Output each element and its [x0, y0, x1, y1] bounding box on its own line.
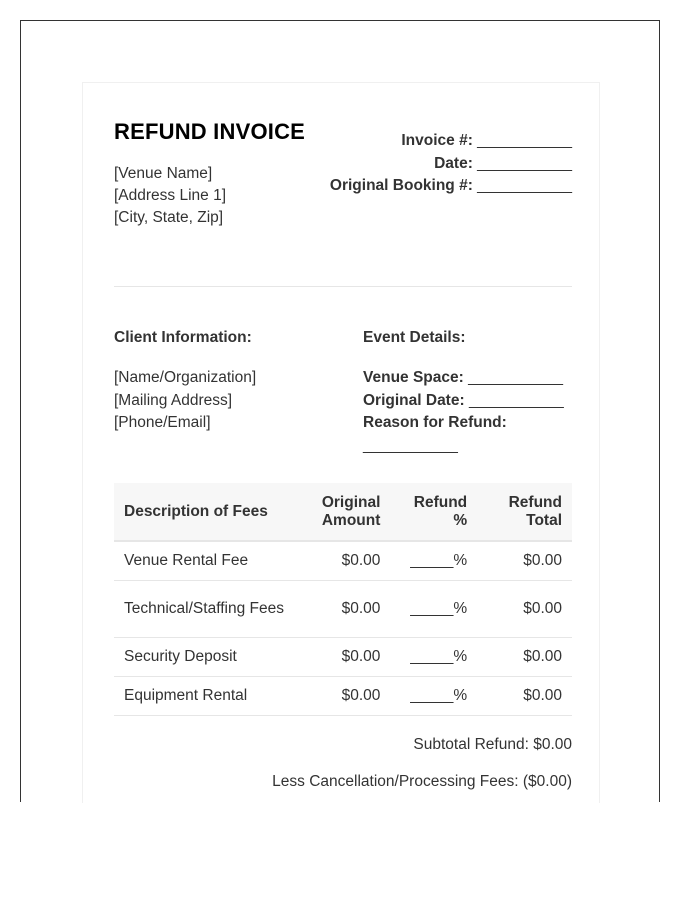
venue-address-line: [Address Line 1]: [114, 187, 227, 204]
event-details-heading: Event Details:: [363, 329, 466, 346]
row-original-amount: $0.00: [296, 541, 391, 581]
section-divider: [114, 286, 572, 287]
row-refund-percent[interactable]: _____%: [390, 541, 477, 581]
venue-city-state-zip: [City, State, Zip]: [114, 209, 224, 226]
row-description: Equipment Rental: [114, 677, 296, 716]
row-refund-percent[interactable]: _____%: [390, 638, 477, 677]
invoice-number-row: [330, 130, 572, 153]
row-refund-total: $0.00: [477, 638, 572, 677]
header-description: Description of Fees: [114, 483, 296, 541]
refund-fees-table: [114, 483, 572, 716]
event-details-block: [363, 367, 564, 457]
row-refund-total: $0.00: [477, 677, 572, 716]
reason-for-refund-field[interactable]: ___________: [363, 436, 458, 454]
row-description: Venue Rental Fee: [114, 541, 296, 581]
table-row: [114, 677, 572, 716]
table-header-row: [114, 483, 572, 541]
totals-block: [272, 736, 572, 810]
row-refund-total: $0.00: [477, 541, 572, 581]
venue-space-label: Venue Space:: [363, 369, 464, 386]
invoice-title: REFUND INVOICE: [114, 119, 306, 144]
original-date-field[interactable]: ___________: [468, 391, 564, 409]
invoice-number-field[interactable]: ___________: [477, 132, 572, 149]
page-frame: [20, 20, 660, 802]
row-original-amount: $0.00: [296, 581, 391, 638]
invoice-document: [82, 82, 600, 803]
original-booking-field[interactable]: ___________: [477, 177, 572, 194]
original-date-label: Original Date:: [363, 391, 465, 409]
venue-space-row: [363, 367, 564, 390]
original-booking-label: Original Booking #:: [329, 177, 473, 194]
client-name: [Name/Organization]: [114, 369, 257, 386]
client-mailing-address: [Mailing Address]: [114, 391, 233, 409]
table-row: [114, 541, 572, 581]
row-original-amount: $0.00: [296, 638, 391, 677]
venue-name: [Venue Name]: [114, 165, 213, 182]
less-cancellation-fees: Less Cancellation/Processing Fees: ($0.00): [272, 773, 572, 790]
row-refund-total: $0.00: [477, 581, 572, 638]
row-description: Technical/Staffing Fees: [114, 581, 296, 638]
row-original-amount: $0.00: [296, 677, 391, 716]
reason-for-refund-label: Reason for Refund:: [363, 414, 507, 431]
header-refund-percent: Refund %: [390, 483, 477, 541]
client-information-heading: Client Information:: [114, 329, 252, 346]
table-row: [114, 581, 572, 638]
original-date-row: [363, 390, 564, 413]
client-phone-email: [Phone/Email]: [114, 414, 211, 431]
invoice-date-row: [330, 153, 572, 176]
table-row: [114, 638, 572, 677]
client-information-block: [114, 367, 256, 435]
row-refund-percent[interactable]: _____%: [390, 677, 477, 716]
header-original-amount: Original Amount: [296, 483, 391, 541]
invoice-number-label: Invoice #:: [401, 132, 473, 149]
venue-address-block: [114, 163, 226, 229]
reason-for-refund-row: [363, 412, 564, 435]
invoice-date-field[interactable]: ___________: [477, 154, 572, 172]
original-booking-row: [330, 175, 572, 198]
invoice-meta-block: [330, 130, 572, 198]
subtotal-refund: Subtotal Refund: $0.00: [413, 736, 572, 753]
row-refund-percent[interactable]: _____%: [390, 581, 477, 638]
header-refund-total: Refund Total: [477, 483, 572, 541]
invoice-date-label: Date:: [434, 154, 473, 172]
row-description: Security Deposit: [114, 638, 296, 677]
venue-space-field[interactable]: ___________: [468, 369, 563, 386]
